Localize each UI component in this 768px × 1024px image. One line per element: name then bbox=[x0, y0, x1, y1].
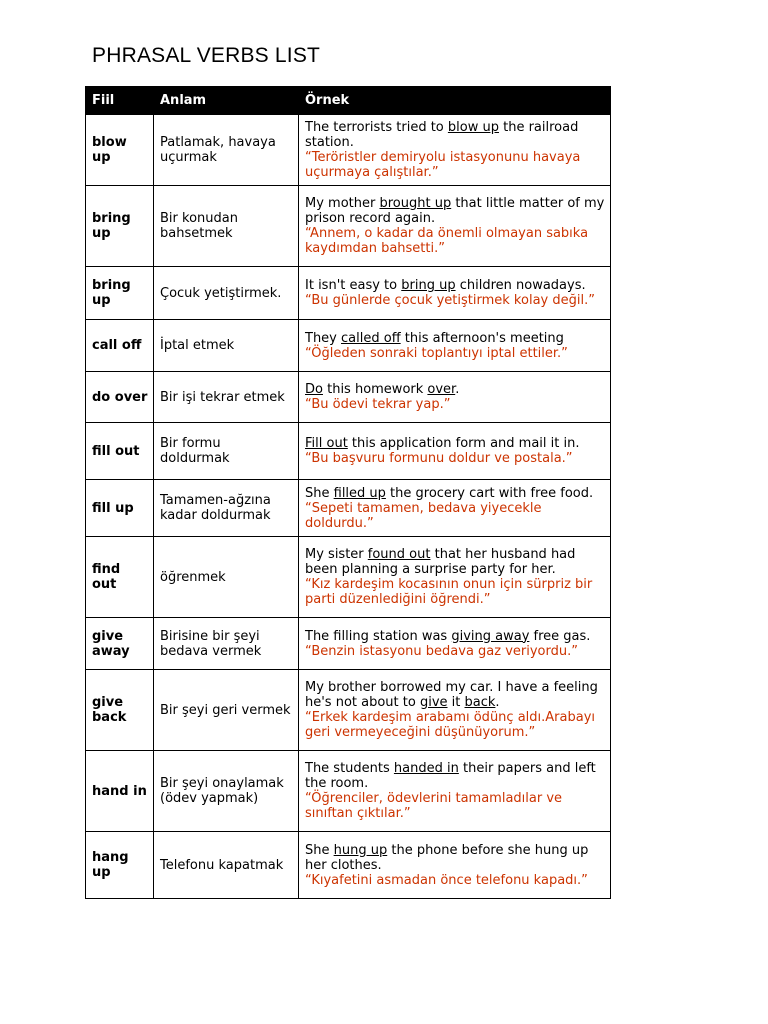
meaning-cell: Bir konudan bahsetmek bbox=[154, 186, 299, 267]
example-cell bbox=[299, 423, 611, 480]
example-turkish: “Bu günlerde çocuk yetiştirmek kolay değil.” bbox=[305, 293, 595, 308]
example-text: The students bbox=[305, 761, 394, 776]
table-row bbox=[86, 186, 611, 267]
verb-cell: bring up bbox=[86, 267, 154, 320]
example-text: it bbox=[447, 695, 465, 710]
example-english bbox=[305, 436, 606, 451]
phrasal-verb-underlined: hung up bbox=[333, 842, 388, 858]
phrasal-verb-underlined: give bbox=[419, 695, 448, 710]
example-turkish: “Benzin istasyonu bedava gaz veriyordu.” bbox=[305, 643, 578, 659]
table-row bbox=[86, 267, 611, 320]
example-cell bbox=[299, 670, 611, 751]
verb-cell: fill out bbox=[86, 423, 154, 480]
example-english bbox=[305, 629, 606, 644]
example-text: this homework bbox=[322, 382, 428, 397]
table-row bbox=[86, 480, 611, 537]
example-turkish: “Bu başvuru formunu doldur ve postala.” bbox=[305, 451, 573, 466]
verb-cell: give away bbox=[86, 618, 154, 670]
example-cell bbox=[299, 115, 611, 186]
phrasal-verbs-table bbox=[85, 86, 611, 899]
example-text: that her husband had been planning a surprise party for her. bbox=[305, 547, 576, 577]
example-text: My sister bbox=[305, 547, 368, 562]
example-english bbox=[305, 120, 606, 150]
example-cell bbox=[299, 751, 611, 832]
example-text: She bbox=[305, 842, 334, 858]
example-turkish: “Öğleden sonraki toplantıyı iptal ettiler.” bbox=[305, 345, 568, 361]
example-text: It isn't easy to bbox=[305, 278, 402, 293]
phrasal-verb-underlined: giving away bbox=[451, 628, 530, 644]
example-text: The filling station was bbox=[305, 628, 452, 644]
header-example: Örnek bbox=[299, 87, 611, 115]
phrasal-verb-underlined: called off bbox=[341, 330, 401, 346]
verb-cell: hand in bbox=[86, 751, 154, 832]
meaning-cell: İptal etmek bbox=[154, 320, 299, 372]
example-cell bbox=[299, 320, 611, 372]
example-text: the grocery cart with free food. bbox=[385, 485, 594, 501]
example-english bbox=[305, 843, 606, 873]
page-title: PHRASAL VERBS LIST bbox=[92, 44, 321, 67]
phrasal-verb-underlined: filled up bbox=[333, 485, 386, 501]
example-text: They bbox=[305, 330, 342, 346]
example-text: My mother bbox=[305, 196, 380, 211]
example-cell bbox=[299, 618, 611, 670]
example-text: free gas. bbox=[529, 628, 591, 644]
phrasal-verb-underlined: Do bbox=[305, 382, 323, 397]
phrasal-verb-underlined: Fill out bbox=[305, 436, 348, 451]
meaning-cell: Birisine bir şeyi bedava vermek bbox=[154, 618, 299, 670]
example-cell bbox=[299, 832, 611, 899]
example-turkish: “Teröristler demiryolu istasyonunu havaya uçurmaya çalıştılar.” bbox=[305, 150, 581, 180]
example-text: . bbox=[455, 382, 460, 397]
phrasal-verb-underlined: bring up bbox=[401, 278, 456, 293]
example-turkish: “Kız kardeşim kocasının onun için sürpriz bir parti düzenlediğini öğrendi.” bbox=[305, 577, 593, 607]
meaning-cell: Bir formu doldurmak bbox=[154, 423, 299, 480]
meaning-cell: Bir şeyi geri vermek bbox=[154, 670, 299, 751]
example-text: children nowadays. bbox=[455, 278, 586, 293]
header-meaning: Anlam bbox=[154, 87, 299, 115]
meaning-cell: öğrenmek bbox=[154, 537, 299, 618]
verb-cell: find out bbox=[86, 537, 154, 618]
verb-cell: give back bbox=[86, 670, 154, 751]
table-row bbox=[86, 618, 611, 670]
example-text: this application form and mail it in. bbox=[347, 436, 580, 451]
example-english bbox=[305, 486, 606, 501]
phrasal-verb-underlined: found out bbox=[367, 547, 431, 562]
verb-cell: call off bbox=[86, 320, 154, 372]
example-text: She bbox=[305, 485, 334, 501]
example-english bbox=[305, 547, 606, 577]
verb-cell: do over bbox=[86, 372, 154, 423]
meaning-cell: Tamamen-ağzına kadar doldurmak bbox=[154, 480, 299, 537]
example-cell bbox=[299, 267, 611, 320]
example-text: . bbox=[495, 695, 500, 710]
table-row bbox=[86, 537, 611, 618]
phrasal-verb-underlined: back bbox=[464, 695, 496, 710]
verb-cell: fill up bbox=[86, 480, 154, 537]
phrasal-verb-underlined: handed in bbox=[393, 761, 459, 776]
example-english bbox=[305, 278, 606, 293]
meaning-cell: Bir işi tekrar etmek bbox=[154, 372, 299, 423]
phrasal-verb-underlined: blow up bbox=[447, 120, 499, 135]
example-turkish: “Öğrenciler, ödevlerini tamamladılar ve sınıftan çıktılar.” bbox=[305, 791, 563, 821]
example-turkish: “Erkek kardeşim arabamı ödünç aldı.Arabayı geri vermeyeceğini düşünüyorum.” bbox=[305, 710, 595, 740]
example-english bbox=[305, 761, 606, 791]
example-english bbox=[305, 680, 606, 710]
example-text: that little matter of my prison record again. bbox=[305, 196, 605, 226]
meaning-cell: Çocuk yetiştirmek. bbox=[154, 267, 299, 320]
table-row bbox=[86, 372, 611, 423]
example-turkish: “Kıyafetini asmadan önce telefonu kapadı.” bbox=[305, 872, 588, 888]
meaning-cell: Telefonu kapatmak bbox=[154, 832, 299, 899]
table-header-row bbox=[86, 87, 611, 115]
example-text: the railroad station. bbox=[305, 120, 579, 150]
example-turkish: “Bu ödevi tekrar yap.” bbox=[305, 397, 451, 412]
example-text: this afternoon's meeting bbox=[400, 330, 564, 346]
table-row bbox=[86, 320, 611, 372]
table-row bbox=[86, 832, 611, 899]
example-english bbox=[305, 331, 606, 346]
example-text: The terrorists tried to bbox=[305, 120, 448, 135]
phrasal-verb-underlined: brought up bbox=[379, 196, 452, 211]
example-cell bbox=[299, 537, 611, 618]
meaning-cell: Patlamak, havaya uçurmak bbox=[154, 115, 299, 186]
example-english bbox=[305, 382, 606, 397]
verb-cell: bring up bbox=[86, 186, 154, 267]
phrasal-verb-underlined: over bbox=[427, 382, 456, 397]
meaning-cell: Bir şeyi onaylamak (ödev yapmak) bbox=[154, 751, 299, 832]
example-cell bbox=[299, 480, 611, 537]
example-text: their papers and left the room. bbox=[305, 761, 596, 791]
example-cell bbox=[299, 186, 611, 267]
example-text: the phone before she hung up her clothes. bbox=[305, 842, 589, 873]
table-row bbox=[86, 751, 611, 832]
example-english bbox=[305, 196, 606, 226]
table-row bbox=[86, 115, 611, 186]
table-row bbox=[86, 670, 611, 751]
example-turkish: “Annem, o kadar da önemli olmayan sabıka kaydımdan bahsetti.” bbox=[305, 226, 589, 256]
header-verb: Fiil bbox=[86, 87, 154, 115]
verb-cell: blow up bbox=[86, 115, 154, 186]
table-row bbox=[86, 423, 611, 480]
verb-cell: hang up bbox=[86, 832, 154, 899]
example-turkish: “Sepeti tamamen, bedava yiyecekle doldurdu.” bbox=[305, 500, 542, 531]
example-text: My brother borrowed my car. I have a feeling he's not about to bbox=[305, 680, 598, 710]
example-cell bbox=[299, 372, 611, 423]
